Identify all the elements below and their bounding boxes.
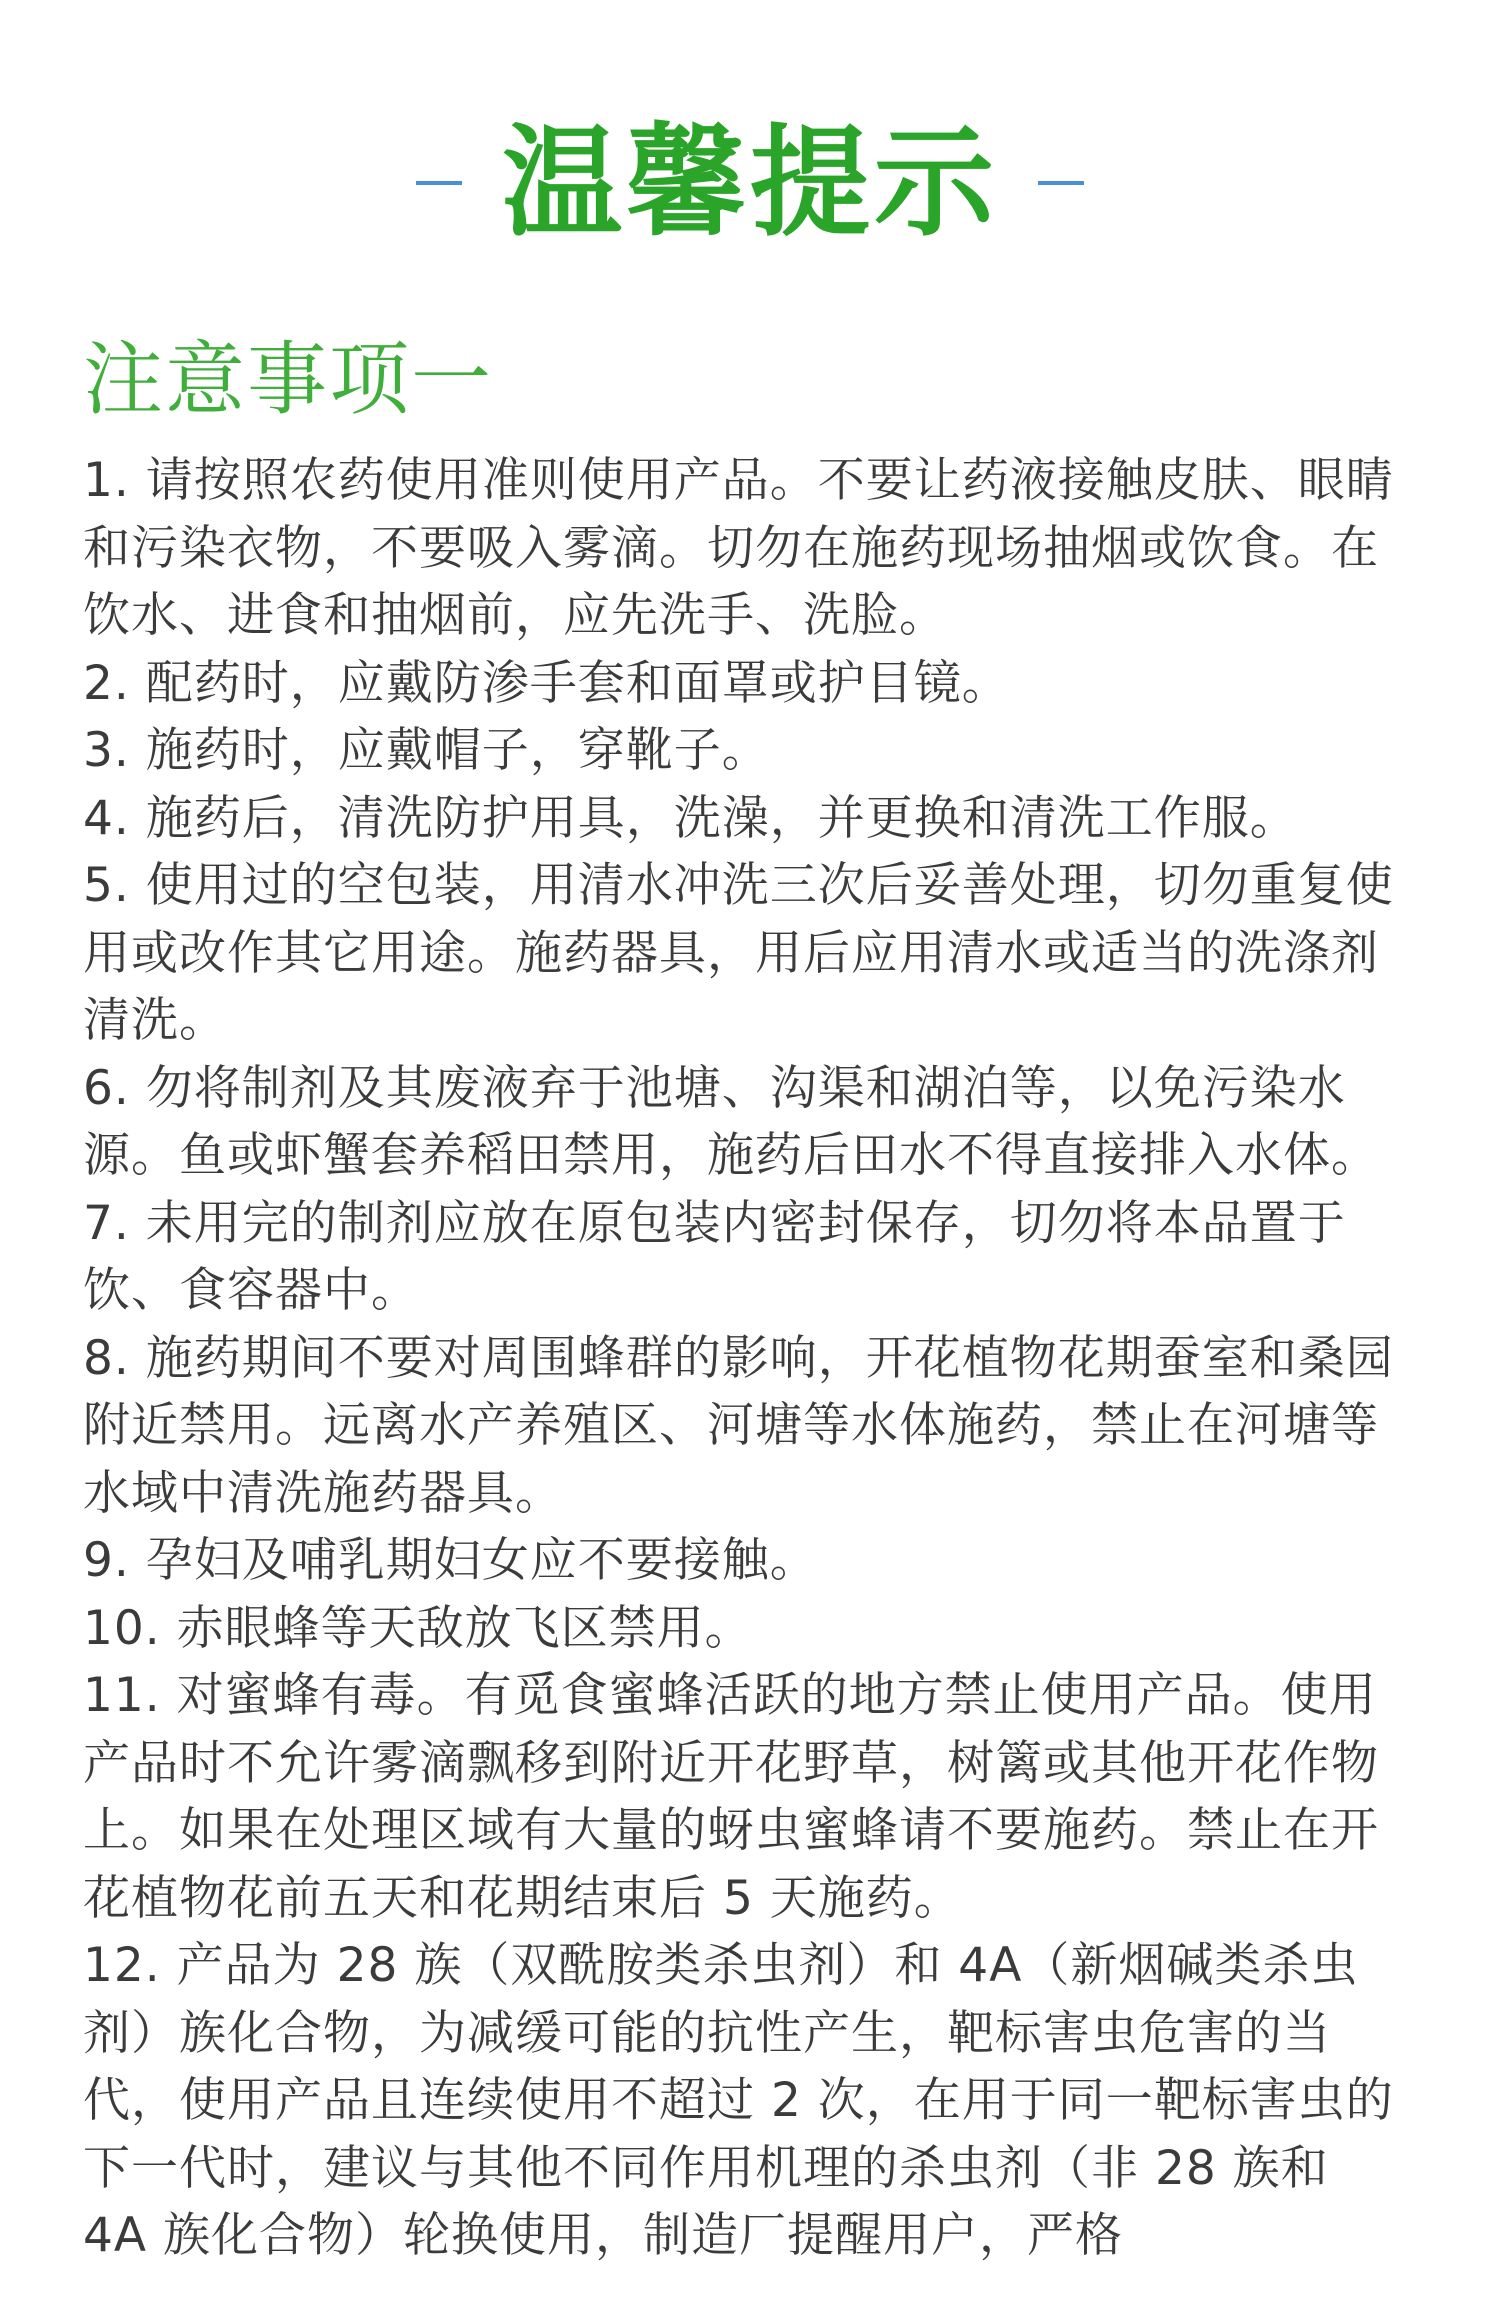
precaution-item: 4. 施药后，清洗防护用具，洗澡，并更换和清洗工作服。 — [83, 790, 1298, 846]
page-title: 温馨提示 — [502, 112, 998, 253]
precaution-item: 8. 施药期间不要对周围蜂群的影响，开花植物花期蚕室和桑园附近禁用。远离水产养殖区、河塘等水体施药，禁止在河塘等水域中清洗施药器具。 — [83, 1330, 1394, 1521]
precaution-item: 10. 赤眼蜂等天敌放飞区禁用。 — [83, 1600, 753, 1656]
precaution-item: 5. 使用过的空包装，用清水冲洗三次后妥善处理，切勿重复使用或改作其它用途。施药器具，用后应用清水或适当的洗涤剂清洗。 — [83, 858, 1394, 1048]
precaution-item: 7. 未用完的制剂应放在原包装内密封保存，切勿将本品置于饮、食容器中。 — [83, 1195, 1346, 1318]
precaution-item: 9. 孕妇及哺乳期妇女应不要接触。 — [83, 1533, 818, 1588]
header — [0, 108, 1500, 258]
precaution-item: 12. 产品为 28 族（双酰胺类杀虫剂）和 4A（新烟碱类杀虫剂）族化合物，为减缓可能的抗性产生，靶标害虫危害的当代，使用产品且连续使用不超过 2 次，在用于同一靶标害虫的下一代时，建议与其他不同作用机理的杀虫剂（非 28 族和 4A 族化合物）轮换使用，制造厂提醒用户，严格 — [83, 1938, 1394, 2263]
precaution-item: 3. 施药时，应戴帽子，穿靴子。 — [83, 723, 770, 778]
precaution-item: 2. 配药时，应戴防渗手套和面罩或护目镜。 — [83, 655, 1010, 711]
section-title: 注意事项一 — [83, 333, 493, 426]
precaution-item: 11. 对蜜蜂有毒。有觅食蜜蜂活跃的地方禁止使用产品。使用产品时不允许雾滴飘移到附近开花野草，树篱或其他开花作物上。如果在处理区域有大量的蚜虫蜜蜂请不要施药。禁止在开花植物花前五天和花期结束后 5 天施药。 — [83, 1668, 1379, 1926]
title-right-dash — [1038, 181, 1084, 185]
precautions-list — [83, 447, 1403, 2322]
precaution-item: 6. 勿将制剂及其废液弃于池塘、沟渠和湖泊等，以免污染水源。鱼或虾蟹套养稻田禁用，施药后田水不得直接排入水体。 — [83, 1060, 1379, 1183]
precaution-item: 1. 请按照农药使用准则使用产品。不要让药液接触皮肤、眼睛和污染衣物，不要吸入雾滴。切勿在施药现场抽烟或饮食。在饮水、进食和抽烟前，应先洗手、洗脸。 — [83, 453, 1394, 643]
title-left-dash — [416, 181, 462, 185]
